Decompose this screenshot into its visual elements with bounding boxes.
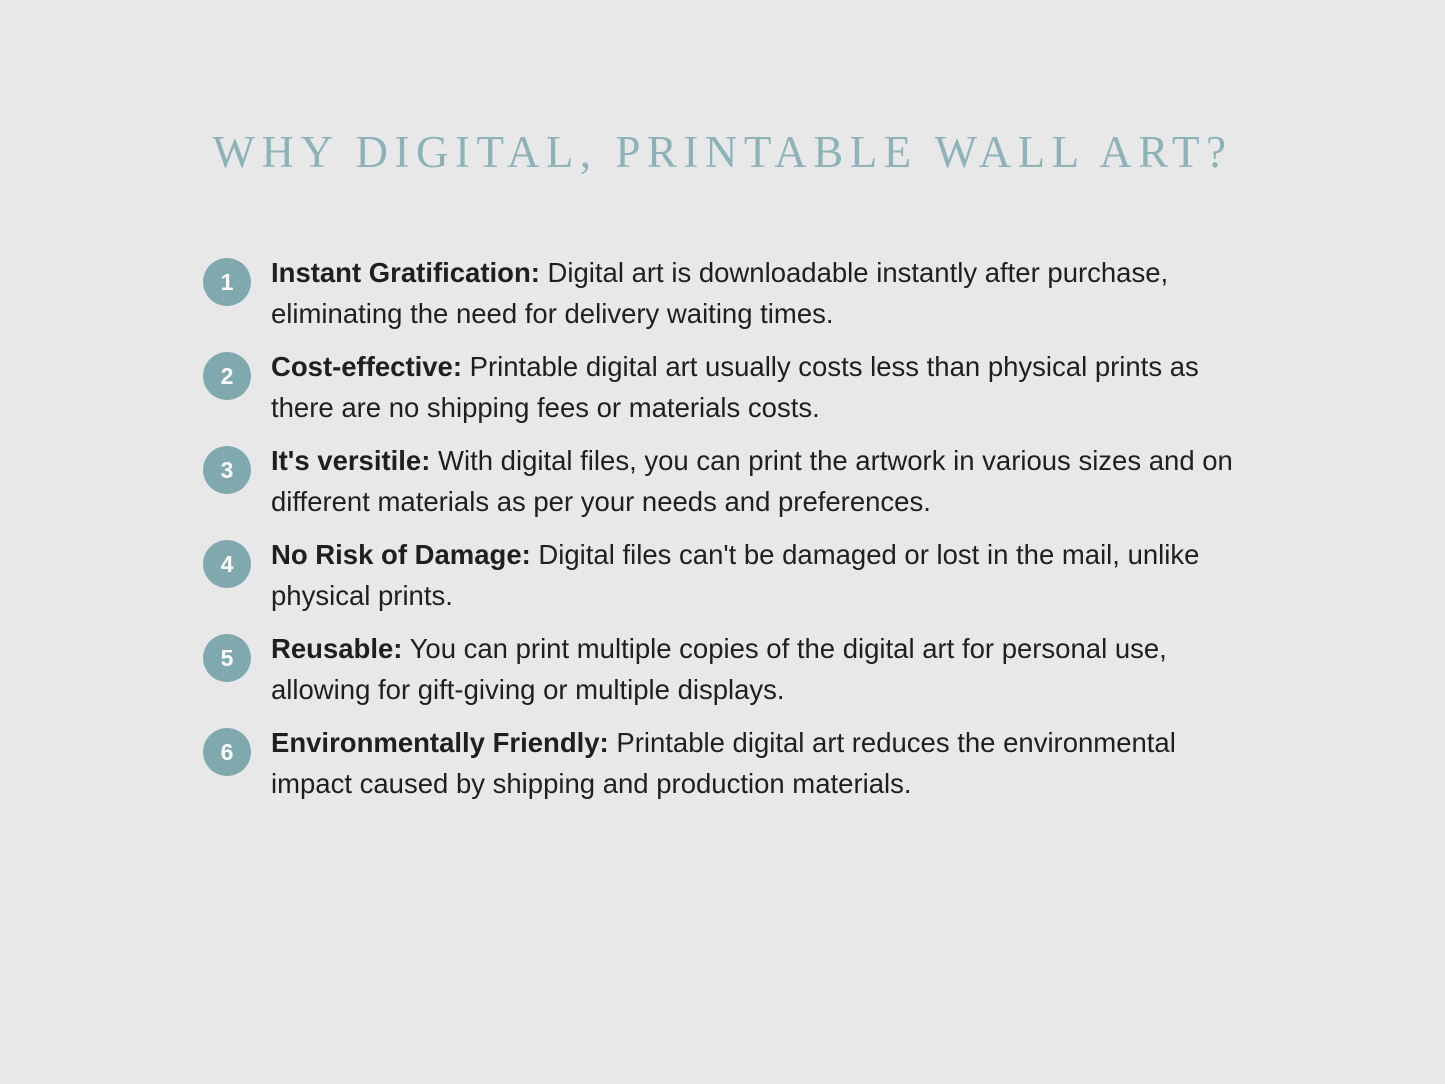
list-item [203, 722, 1263, 804]
list-item-body: You can print multiple copies of the digital art for personal use, allowing for gift-giving or multiple displays. [271, 633, 1167, 705]
list-item [203, 440, 1263, 522]
list-item-heading: Instant Gratification: [271, 257, 540, 288]
list-item-number-badge: 5 [203, 634, 251, 682]
list-item-number-badge: 6 [203, 728, 251, 776]
list-item-heading: Cost-effective: [271, 351, 463, 382]
list-item-body: Digital art is downloadable instantly after purchase, eliminating the need for delivery waiting times. [271, 257, 1169, 329]
list-item-text [271, 628, 1263, 710]
list-item [203, 252, 1263, 334]
list-item [203, 534, 1263, 616]
list-item-number-badge: 1 [203, 258, 251, 306]
list-item-text [271, 252, 1263, 334]
list-item-body: Printable digital art reduces the environmental impact caused by shipping and production materials. [271, 727, 1176, 799]
list-item-body: Digital files can't be damaged or lost in the mail, unlike physical prints. [271, 539, 1200, 611]
benefits-list [203, 252, 1263, 816]
list-item [203, 346, 1263, 428]
list-item-heading: It's versitile: [271, 445, 431, 476]
list-item-text [271, 440, 1263, 522]
list-item-number-badge: 2 [203, 352, 251, 400]
list-item-heading: Environmentally Friendly: [271, 727, 609, 758]
list-item-heading: No Risk of Damage: [271, 539, 531, 570]
list-item-body: With digital files, you can print the artwork in various sizes and on different materials as per your needs and preferences. [271, 445, 1233, 517]
list-item-text [271, 534, 1263, 616]
list-item [203, 628, 1263, 710]
list-item-number-badge: 4 [203, 540, 251, 588]
list-item-body: Printable digital art usually costs less than physical prints as there are no shipping fees or materials costs. [271, 351, 1199, 423]
list-item-number-badge: 3 [203, 446, 251, 494]
list-item-text [271, 722, 1263, 804]
list-item-text [271, 346, 1263, 428]
list-item-heading: Reusable: [271, 633, 403, 664]
page-title: WHY DIGITAL, PRINTABLE WALL ART? [212, 127, 1233, 177]
